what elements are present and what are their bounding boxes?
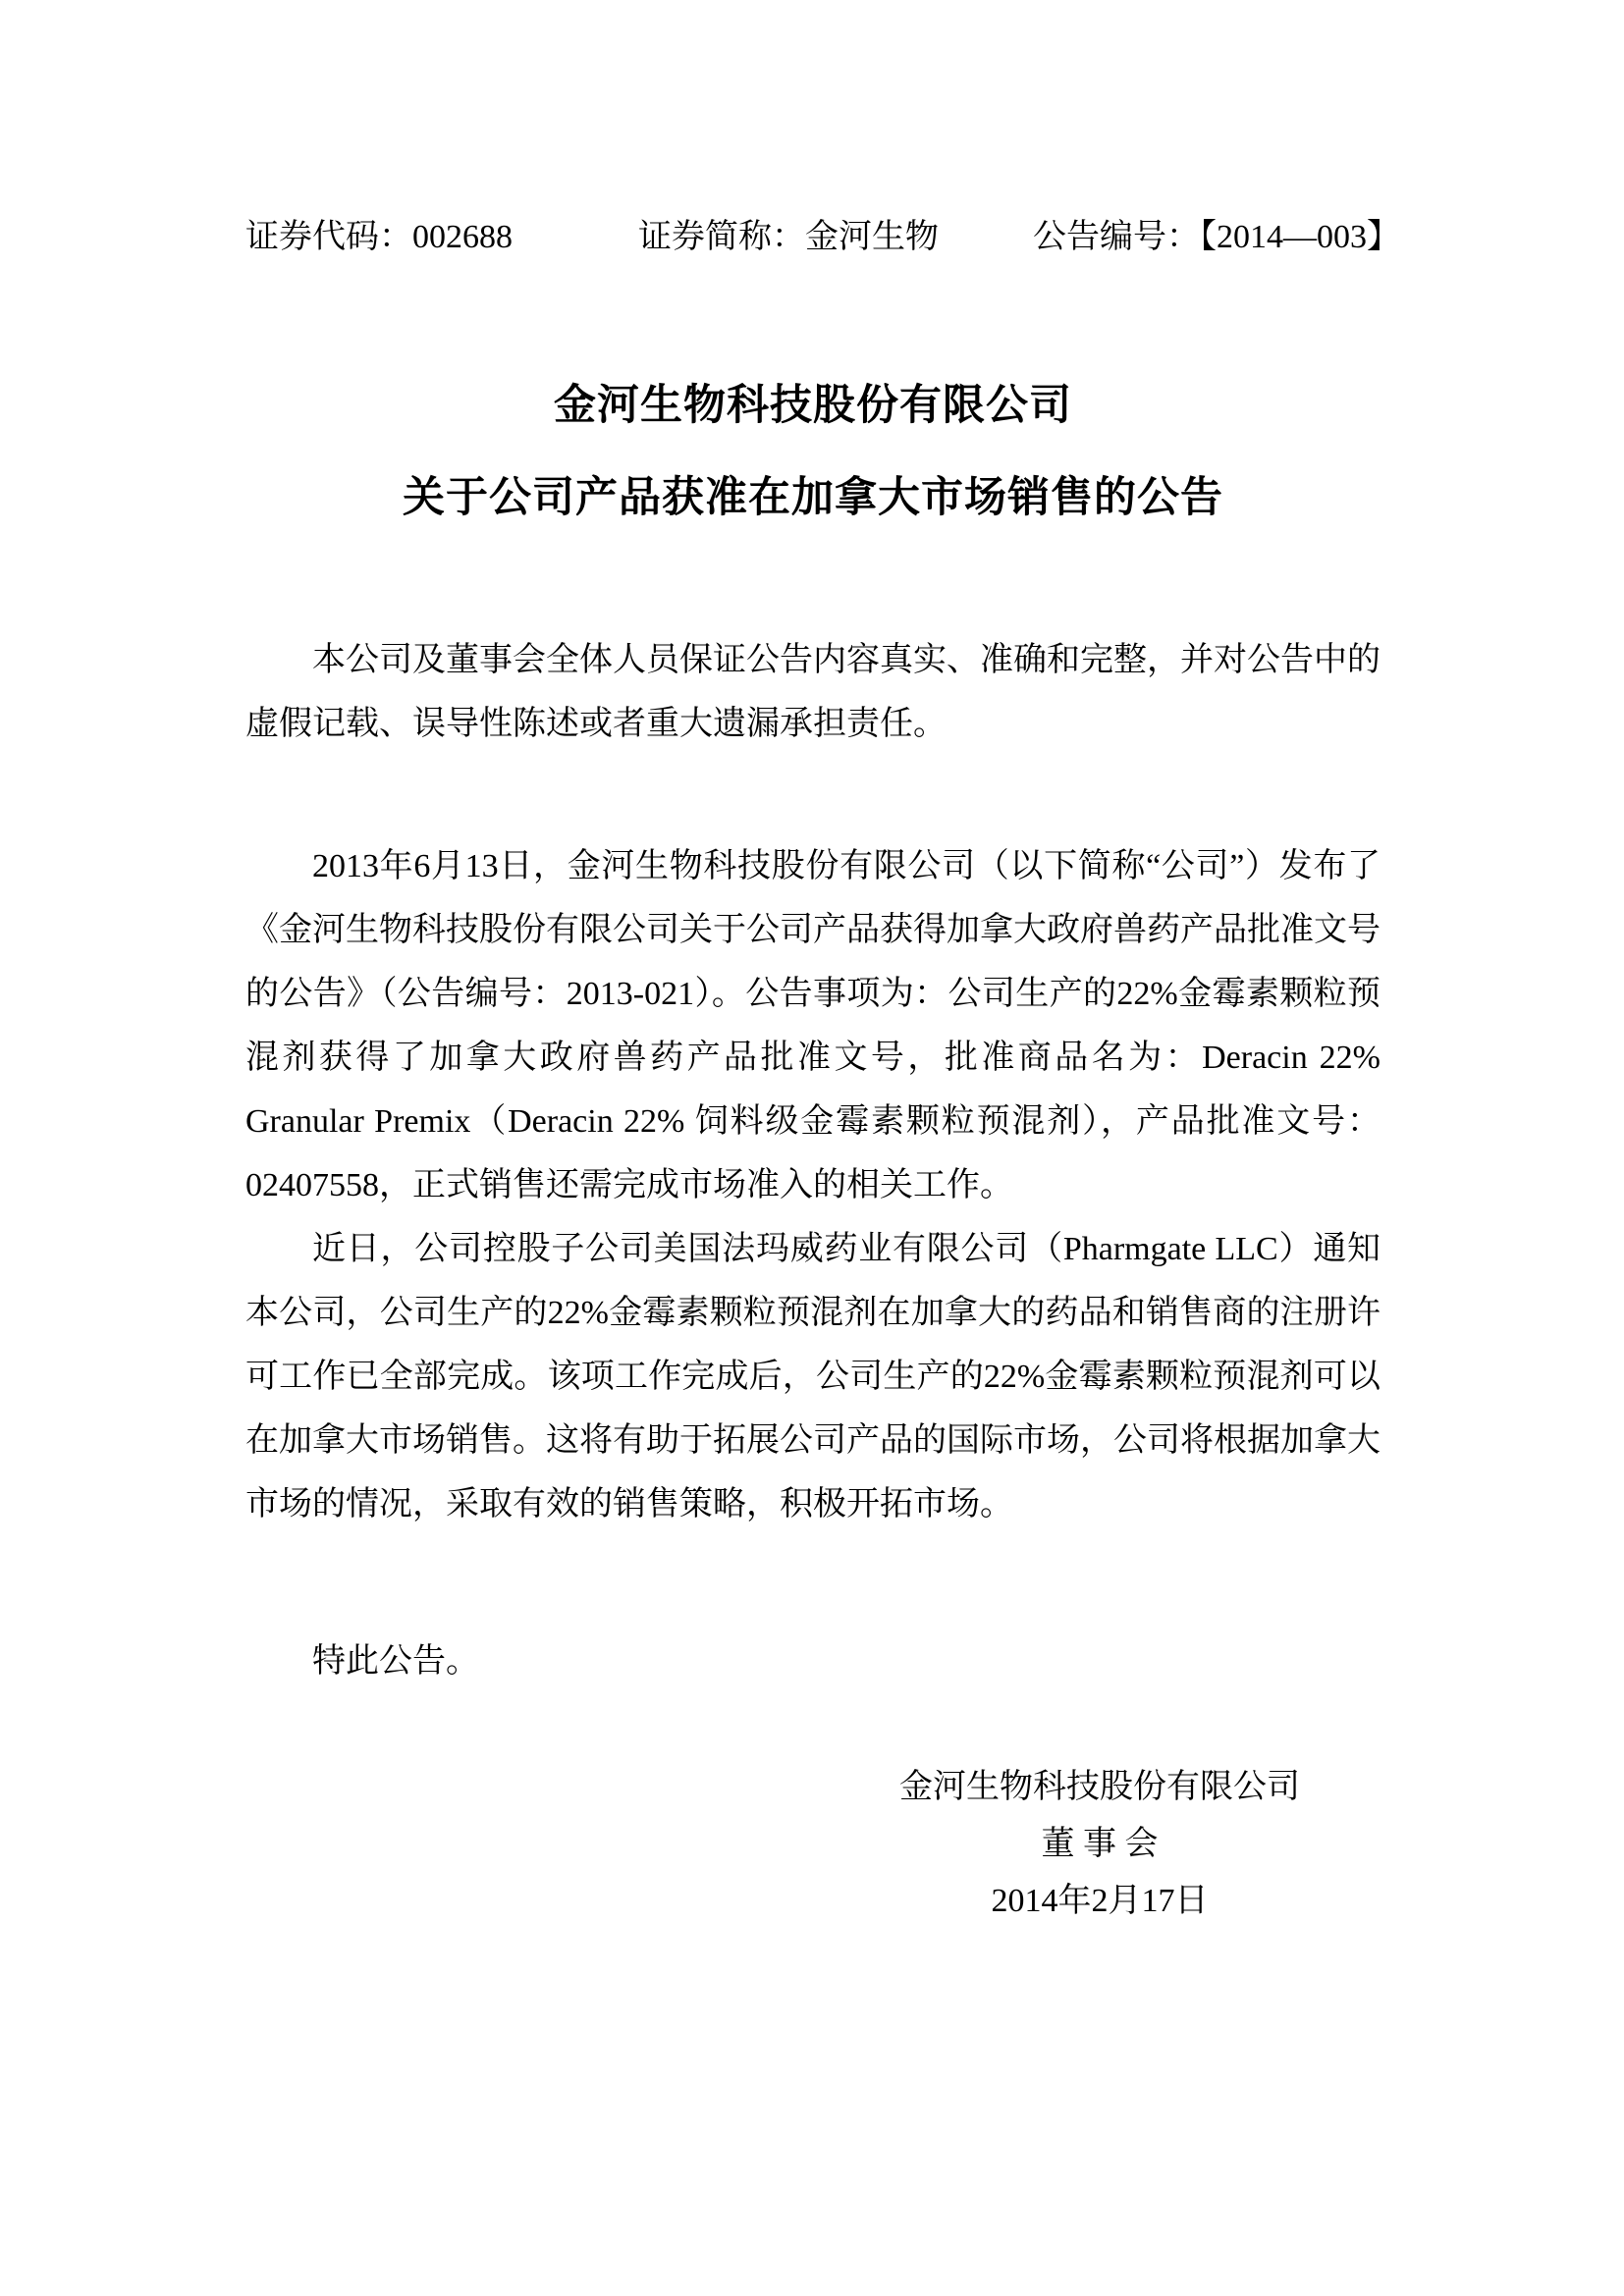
announcement-number: 公告编号：【2014—003】	[1033, 219, 1400, 255]
signature-company: 金河生物科技股份有限公司	[899, 1769, 1300, 1805]
body-paragraph-1: 2013年6月13日，金河生物科技股份有限公司（以下简称“公司”）发布了《金河生物科技股份有限公司关于公司产品获得加拿大政府兽药产品批准文号的公告》（公告编号：2013-021）。公告事项为：公司生产的22%金霉素颗粒预混剂获得了加拿大政府兽药产品批准文号，批准商品名为：Deracin 22% Granular Premix（Deracin 22% 饲料级金霉素颗粒预混剂），产品批准文号：02407558，正式销售还需完成市场准入的相关工作。	[245, 848, 1380, 1203]
signature-board: 董 事 会	[1041, 1826, 1159, 1862]
signature-block	[805, 1759, 1394, 1930]
document-header	[245, 216, 1424, 263]
document-title-company: 金河生物科技股份有限公司	[554, 383, 1072, 429]
document-title-subject: 关于公司产品获准在加拿大市场销售的公告	[403, 475, 1223, 521]
stock-code: 证券代码：002688	[245, 219, 513, 255]
announcement-body	[245, 834, 1380, 1536]
disclaimer-text: 本公司及董事会全体人员保证公告内容真实、准确和完整，并对公告中的虚假记载、误导性陈述或者重大遗漏承担责任。	[245, 642, 1380, 742]
closing-statement: 特此公告。	[312, 1643, 479, 1680]
signature-date: 2014年2月17日	[991, 1883, 1209, 1919]
stock-short-name: 证券简称：金河生物	[638, 219, 939, 255]
body-paragraph-2: 近日，公司控股子公司美国法玛威药业有限公司（Pharmgate LLC）通知本公司，公司生产的22%金霉素颗粒预混剂在加拿大的药品和销售商的注册许可工作已全部完成。该项工作完成后，公司生产的22%金霉素颗粒预混剂可以在加拿大市场销售。这将有助于拓展公司产品的国际市场，公司将根据加拿大市场的情况，采取有效的销售策略，积极开拓市场。	[245, 1231, 1380, 1522]
